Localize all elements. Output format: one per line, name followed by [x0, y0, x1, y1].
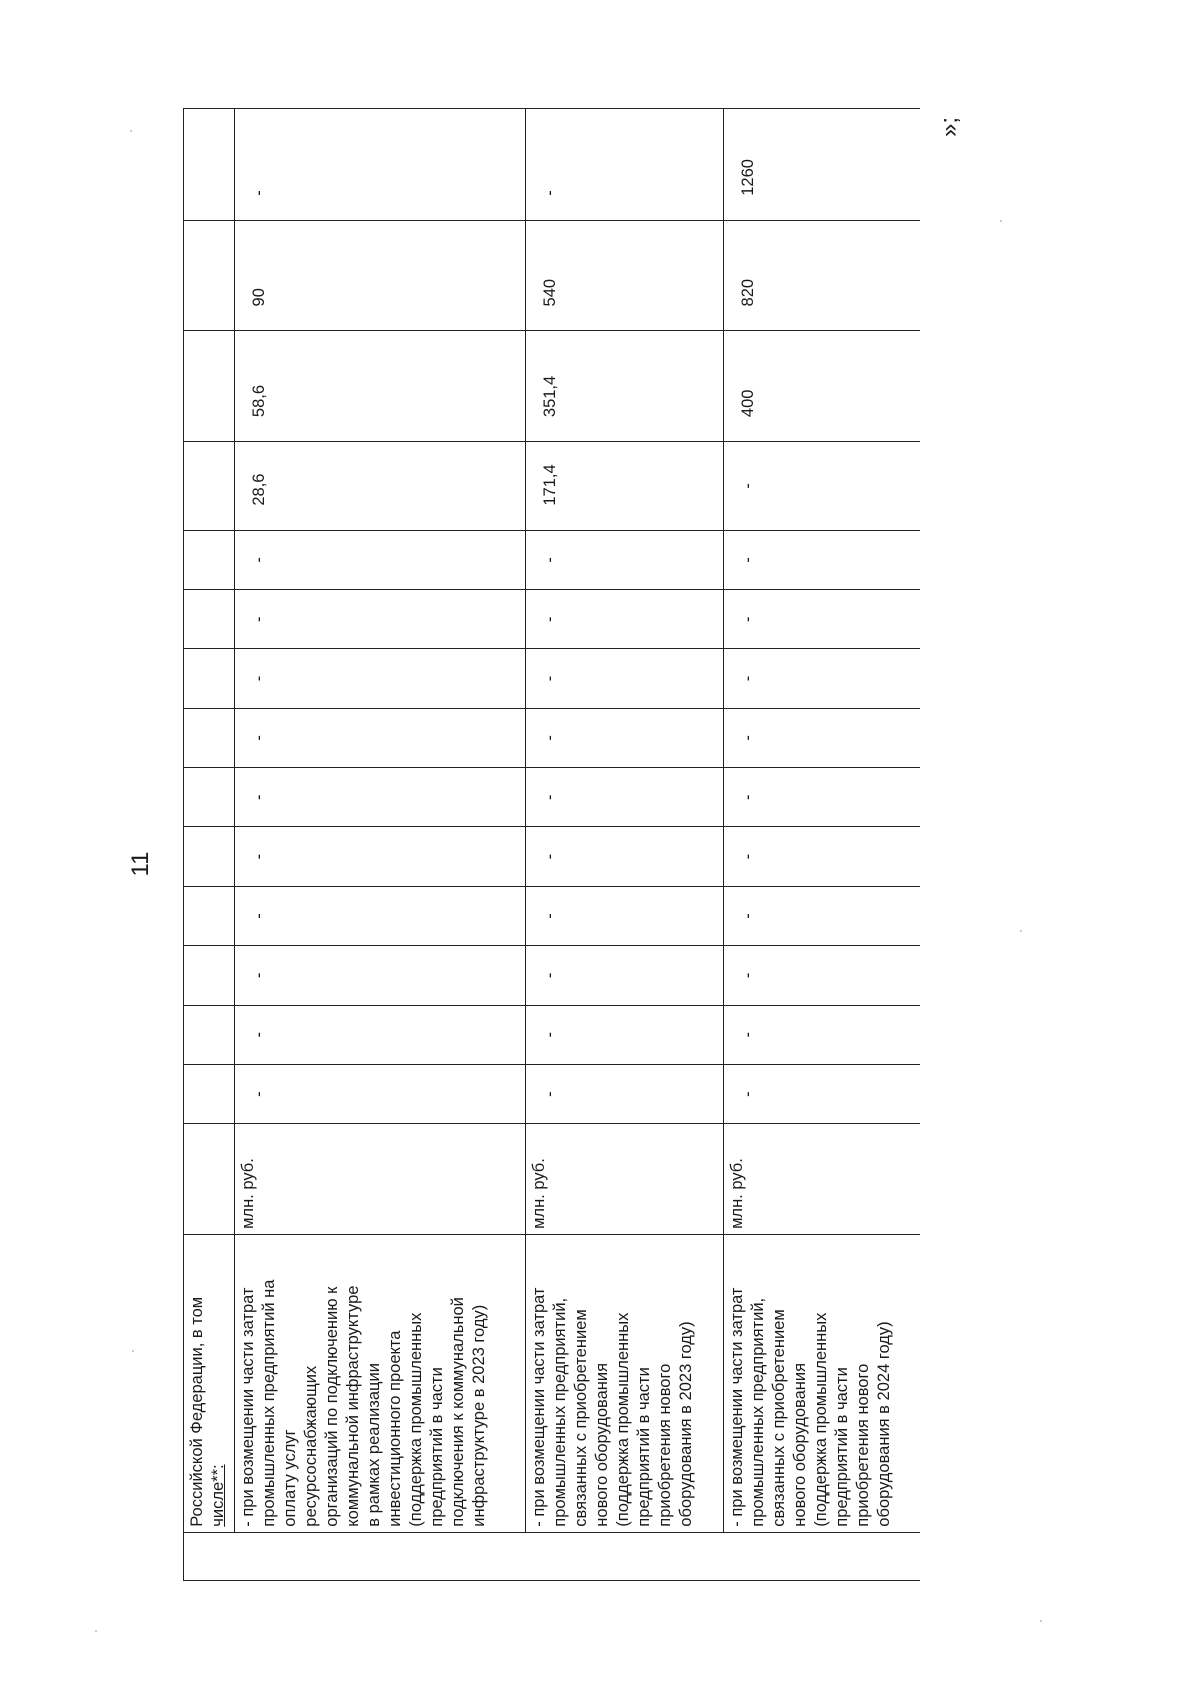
row-label-line: приобретения нового: [656, 1363, 674, 1527]
value-cell: -: [526, 109, 724, 221]
header-value-cell: [184, 708, 235, 767]
value-cell: -: [235, 827, 526, 886]
unit-cell: млн. руб.: [724, 1124, 921, 1235]
value-cell: -: [526, 946, 724, 1005]
value-cell: -: [235, 768, 526, 827]
table-row-equipment-2024: [724, 109, 921, 1581]
value-cell: -: [724, 946, 921, 1005]
row-label-line: промышленных предприятий на: [260, 1279, 278, 1527]
scan-speck: [132, 1350, 134, 1352]
header-value-cell: [184, 1064, 235, 1123]
header-value-cell: [184, 768, 235, 827]
row-label-line: (поддержка промышленных: [812, 1312, 830, 1527]
value-cell: 171,4: [526, 442, 724, 531]
value-cell: -: [526, 530, 724, 589]
row-label-line: связанных с приобретением: [770, 1309, 788, 1527]
header-value-cell: [184, 590, 235, 649]
value-cell: -: [724, 1005, 921, 1064]
value-cell: -: [526, 768, 724, 827]
value-cell: 351,4: [526, 331, 724, 442]
row-label-line: ресурсоснабжающих: [302, 1365, 320, 1527]
row-label-cell: [235, 1234, 526, 1532]
scan-speck: [1040, 1620, 1042, 1622]
header-label-line2: числе**:: [209, 1464, 227, 1527]
value-cell: -: [235, 1064, 526, 1123]
row-label-line: инфраструктуре в 2023 году): [470, 1304, 488, 1527]
header-value-cell: [184, 442, 235, 531]
value-cell: -: [724, 886, 921, 945]
row-label-line: предприятий в части: [428, 1367, 446, 1527]
value-cell: -: [724, 590, 921, 649]
value-cell: -: [724, 649, 921, 708]
value-cell: 1260: [724, 109, 921, 221]
value-cell: -: [724, 827, 921, 886]
row-label-line: нового оборудования: [791, 1362, 809, 1527]
row-label-line: - при возмещении части затрат: [239, 1287, 257, 1527]
value-cell: -: [724, 1064, 921, 1123]
row-label-line: нового оборудования: [593, 1362, 611, 1527]
value-cell: -: [235, 590, 526, 649]
row-label-cell: [526, 1234, 724, 1532]
header-value-cell: [184, 109, 235, 221]
row-label-line: предприятий в части: [635, 1367, 653, 1527]
value-cell: -: [526, 1005, 724, 1064]
row-label-line: в рамках реализации: [365, 1363, 383, 1527]
value-cell: -: [724, 768, 921, 827]
value-cell: -: [235, 649, 526, 708]
value-cell: 28,6: [235, 442, 526, 531]
scan-speck: [1020, 930, 1022, 932]
table-row-equipment-2023: [526, 109, 724, 1581]
value-cell: 540: [526, 220, 724, 331]
value-cell: -: [235, 1005, 526, 1064]
row-label-line: оборудования в 2024 году): [875, 1321, 893, 1527]
header-unit-cell: [184, 1124, 235, 1235]
value-cell: -: [235, 886, 526, 945]
value-cell: -: [235, 946, 526, 1005]
header-value-cell: [184, 530, 235, 589]
budget-table-frame: [183, 108, 920, 1581]
row-label-line: подключения к коммунальной: [449, 1297, 467, 1527]
value-cell: -: [235, 708, 526, 767]
header-value-cell: [184, 649, 235, 708]
row-label-line: (поддержка промышленных: [614, 1312, 632, 1527]
value-cell: -: [724, 442, 921, 531]
row-label-line: оплату услуг: [281, 1429, 299, 1527]
value-cell: -: [526, 827, 724, 886]
value-cell: -: [724, 530, 921, 589]
header-value-cell: [184, 1005, 235, 1064]
value-cell: -: [724, 708, 921, 767]
rotated-table-container: [183, 108, 920, 1581]
row-label-line: коммунальной инфраструктуре: [344, 1285, 362, 1527]
value-cell: 90: [235, 220, 526, 331]
row-label-line: (поддержка промышленных: [407, 1312, 425, 1527]
scan-speck: [1000, 220, 1002, 222]
row-label-line: приобретения нового: [854, 1363, 872, 1527]
value-cell: -: [235, 109, 526, 221]
header-value-cell: [184, 886, 235, 945]
header-value-cell: [184, 946, 235, 1005]
scan-speck: [130, 130, 132, 132]
header-label-line1: Российской Федерации, в том: [188, 1296, 206, 1527]
header-value-cell: [184, 827, 235, 886]
row-label-line: организаций по подключению к: [323, 1286, 341, 1527]
row-label-line: - при возмещении части затрат: [530, 1287, 548, 1527]
row-label-line: промышленных предприятий,: [551, 1297, 569, 1527]
value-cell: -: [526, 590, 724, 649]
row-label-line: связанных с приобретением: [572, 1309, 590, 1527]
scan-speck: [95, 1630, 97, 1632]
value-cell: -: [526, 1064, 724, 1123]
table-row-header-continuation: [184, 109, 235, 1581]
page-number: 11: [127, 851, 154, 877]
header-value-cell: [184, 331, 235, 442]
value-cell: -: [526, 708, 724, 767]
budget-table: [183, 108, 920, 1581]
row-label-line: предприятий в части: [833, 1367, 851, 1527]
header-value-cell: [184, 220, 235, 331]
value-cell: -: [526, 649, 724, 708]
value-cell: 820: [724, 220, 921, 331]
value-cell: 400: [724, 331, 921, 442]
table-row-infrastructure-2023: [235, 109, 526, 1581]
value-cell: -: [526, 886, 724, 945]
unit-cell: млн. руб.: [235, 1124, 526, 1235]
unit-cell: млн. руб.: [526, 1124, 724, 1235]
row-label-line: - при возмещении части затрат: [728, 1287, 746, 1527]
value-cell: 58,6: [235, 331, 526, 442]
closing-quote-mark: »;: [936, 117, 963, 138]
row-label-line: оборудования в 2023 году): [677, 1321, 695, 1527]
index-column-cell: [184, 1532, 921, 1580]
row-label-line: инвестиционного проекта: [386, 1330, 404, 1527]
row-label-line: промышленных предприятий,: [749, 1297, 767, 1527]
value-cell: -: [235, 530, 526, 589]
row-label-cell: [724, 1234, 921, 1532]
header-label-cell: [184, 1234, 235, 1532]
